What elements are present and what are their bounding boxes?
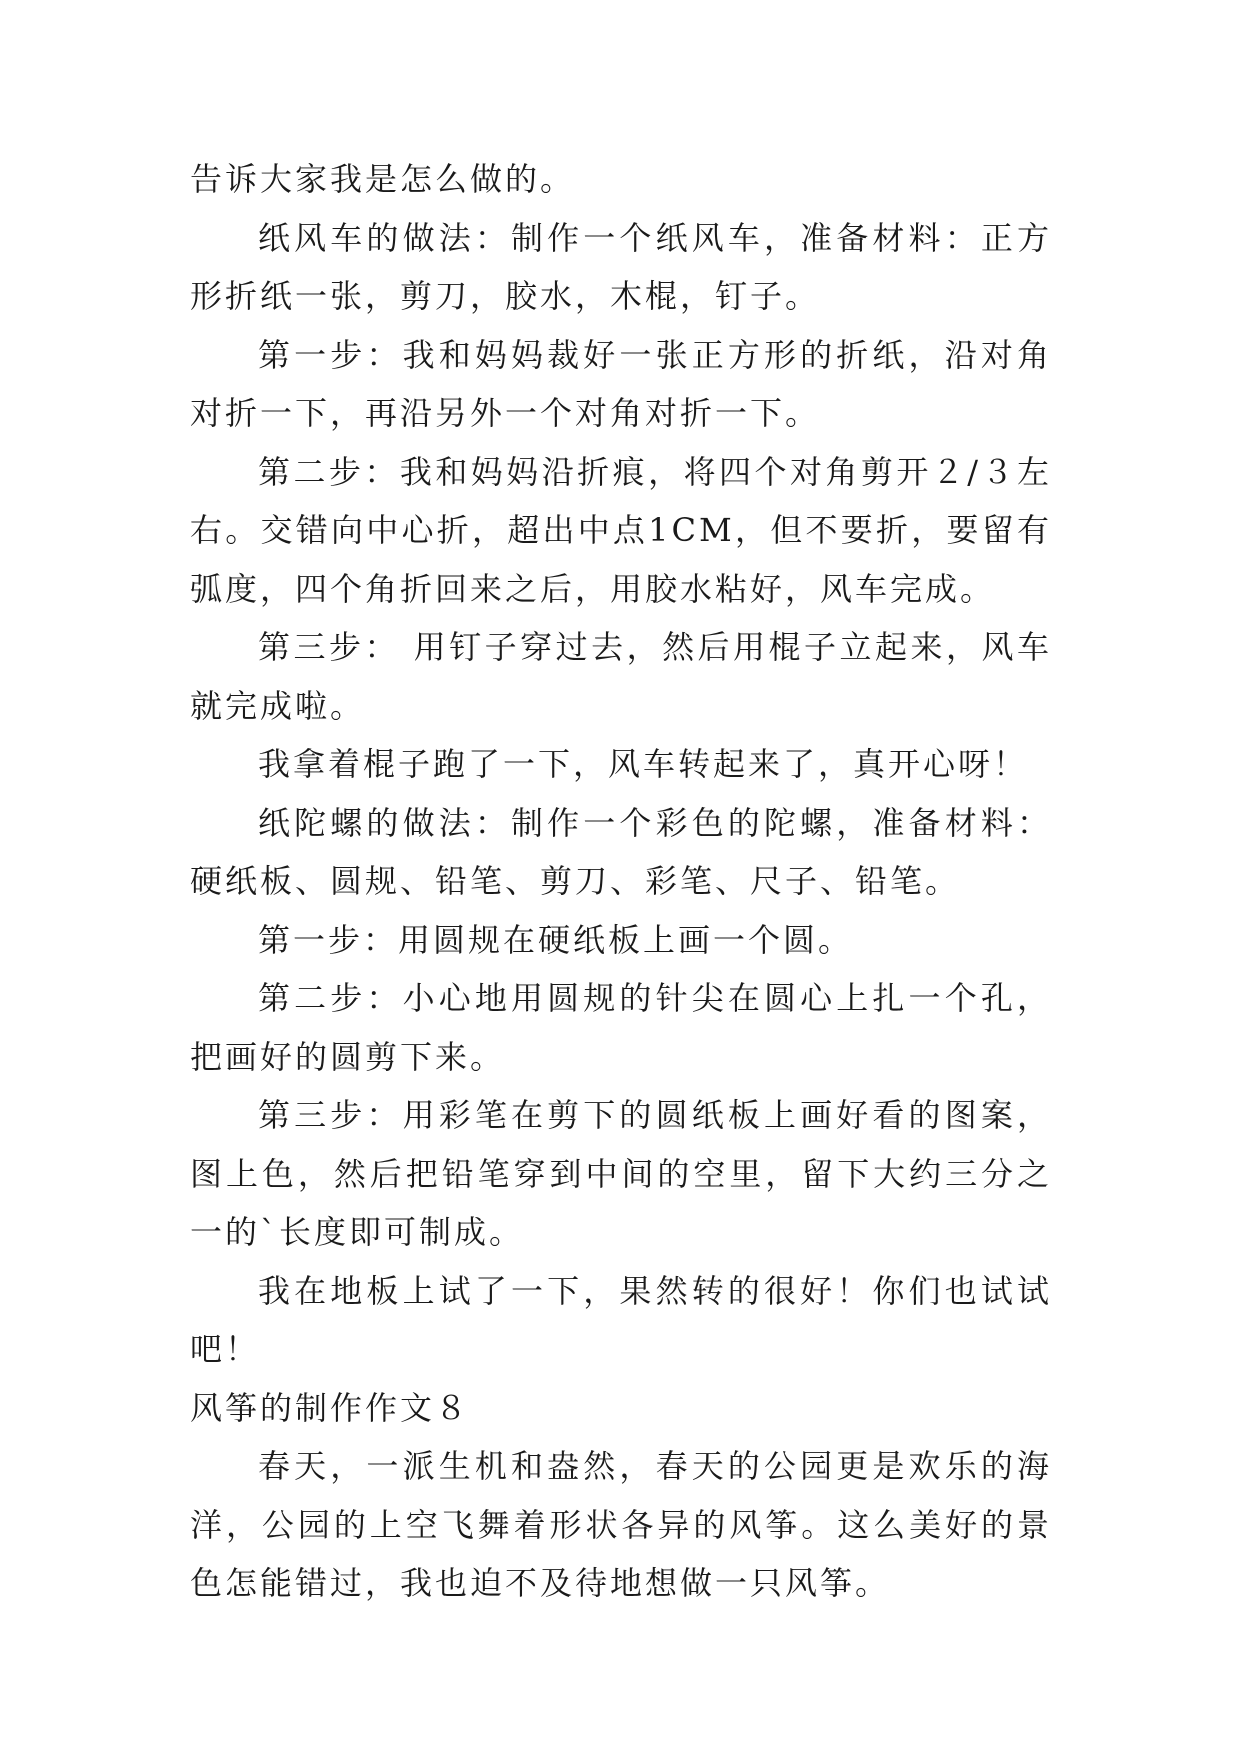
paragraph-top-intro: 纸陀螺的做法：制作一个彩色的陀螺，准备材料：硬纸板、圆规、铅笔、剪刀、彩笔、尺子、铅笔。 xyxy=(190,803,1052,900)
paragraph-pinwheel-step-3: 第三步： 用钉子穿过去，然后用棍子立起来，风车就完成啦。 xyxy=(190,628,1052,725)
paragraph-spring-kite: 春天，一派生机和盎然，春天的公园更是欢乐的海洋，公园的上空飞舞着形状各异的风筝。这么美好的景色怎能错过，我也迫不及待地想做一只风筝。 xyxy=(190,1447,1052,1602)
paragraph-top-step-3: 第三步：用彩笔在剪下的圆纸板上画好看的图案，图上色，然后把铅笔穿到中间的空里，留下大约三分之一的`长度即可制成。 xyxy=(190,1096,1052,1251)
document-body xyxy=(190,150,1052,1613)
paragraph-top-step-1: 第一步：用圆规在硬纸板上画一个圆。 xyxy=(258,920,854,959)
paragraph-top-step-2: 第二步：小心地用圆规的针尖在圆心上扎一个孔，把画好的圆剪下来。 xyxy=(190,979,1052,1076)
paragraph-top-result: 我在地板上试了一下，果然转的很好！你们也试试吧！ xyxy=(190,1271,1052,1368)
paragraph-pinwheel-step-1: 第一步：我和妈妈裁好一张正方形的折纸，沿对角对折一下，再沿另外一个对角对折一下。 xyxy=(190,335,1052,432)
paragraph-continuation: 告诉大家我是怎么做的。 xyxy=(190,160,576,198)
paragraph-pinwheel-step-2: 第二步：我和妈妈沿折痕，将四个对角剪开２/３左右。交错向中心折，超出中点1CM，但不要折，要留有弧度，四个角折回来之后，用胶水粘好，风车完成。 xyxy=(190,452,1052,608)
paragraph-pinwheel-intro: 纸风车的做法：制作一个纸风车，准备材料：正方形折纸一张，剪刀，胶水，木棍，钉子。 xyxy=(190,218,1052,315)
paragraph-pinwheel-result: 我拿着棍子跑了一下，风车转起来了，真开心呀！ xyxy=(258,745,1029,783)
section-heading: 风筝的制作作文８ xyxy=(190,1388,471,1427)
